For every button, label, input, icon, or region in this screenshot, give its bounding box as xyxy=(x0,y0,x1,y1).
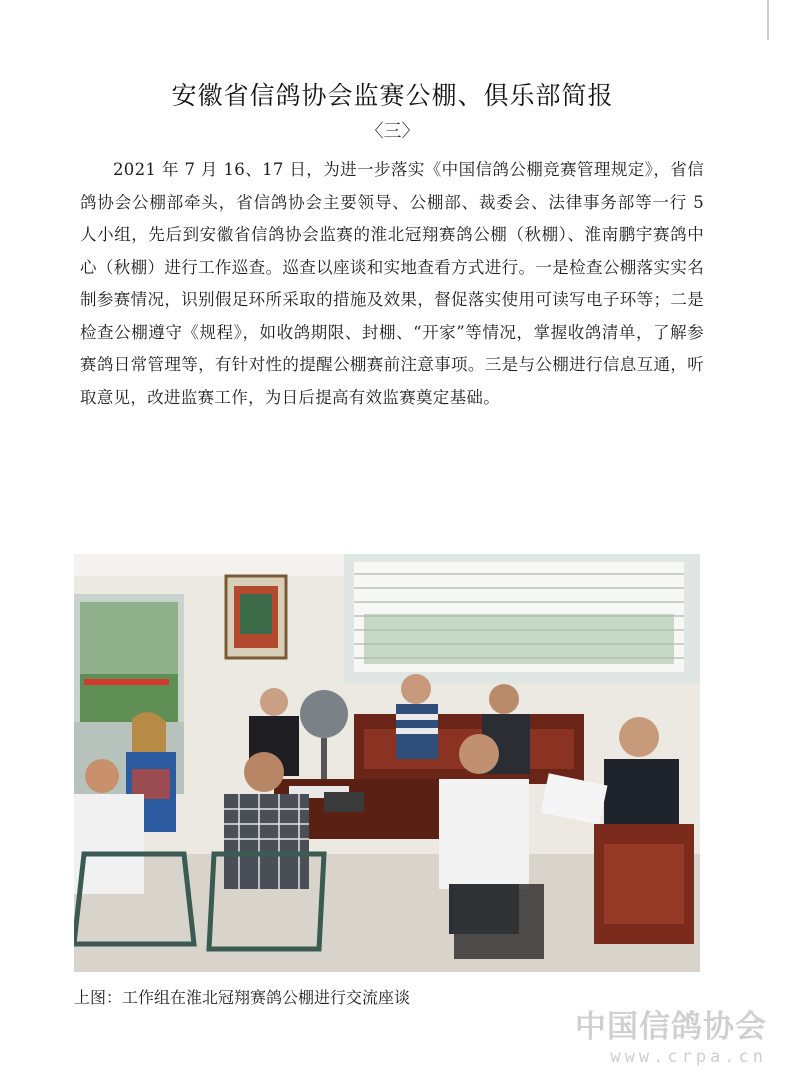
issue-number: 〈三〉 xyxy=(365,121,420,142)
crpa-watermark xyxy=(575,1008,767,1068)
watermark-url: www.crpa.cn xyxy=(610,1047,767,1067)
report-paragraph: 2021 年 7 月 16、17 日，为进一步落实《中国信鸽公棚竞赛管理规定》，省信鸽协会公棚部牵头，省信鸽协会主要领导、公棚部、裁委会、法律事务部等一行 5 人小组，先后到安徽省信鸽协会监赛的淮北冠翔赛鸽公棚（秋棚）、淮南鹏宇赛鸽中心（秋棚）进行工作巡查。巡查以座谈和实地查看方式进行。一是检查公棚落实实名制参赛情况，识别假足环所采取的措施及效果，督促落实使用可读写电子环等；二是检查公棚遵守《规程》，如收鸽期限、封棚、“开家”等情况，掌握收鸽清单，了解参赛鸽日常管理等，有针对性的提醒公棚赛前注意事项。三是与公棚进行信息互通，听取意见，改进监赛工作，为日后提高有效监赛奠定基础。 xyxy=(80,160,704,407)
watermark-name: 中国信鸽协会 xyxy=(575,1009,767,1045)
page-edge-line xyxy=(767,0,769,40)
photo-caption: 上图：工作组在淮北冠翔赛鸽公棚进行交流座谈 xyxy=(74,988,411,1007)
meeting-photo xyxy=(74,554,700,972)
document-title: 安徽省信鸽协会监赛公棚、俱乐部简报 xyxy=(171,81,614,110)
